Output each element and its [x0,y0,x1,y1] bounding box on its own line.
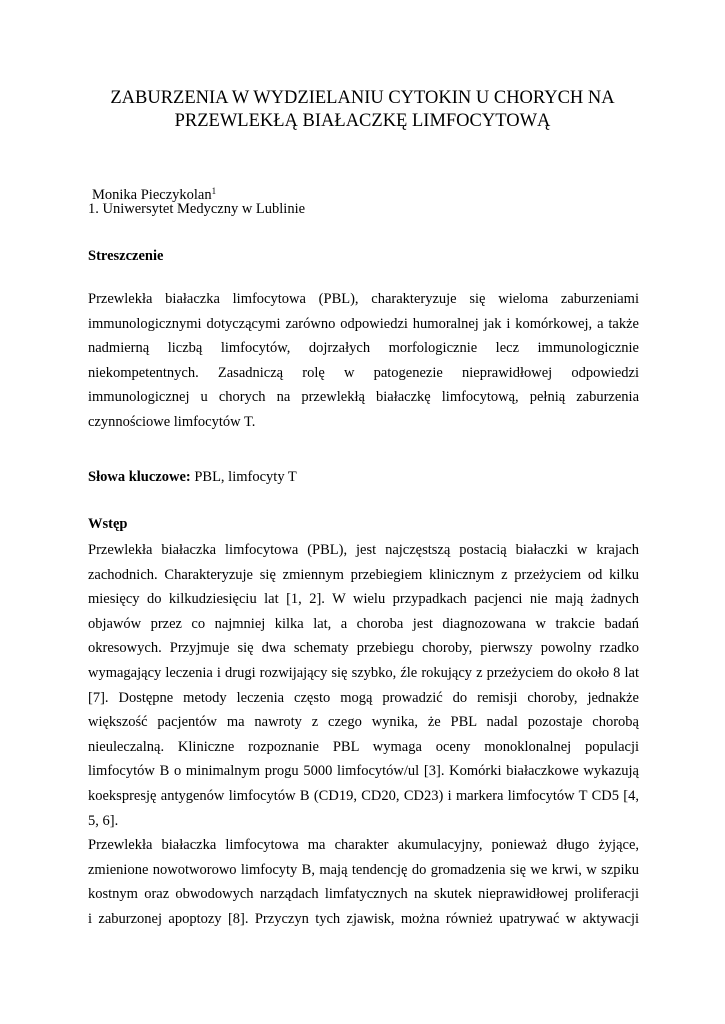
intro-line: limfocytów B o minimalnym progu 5000 limfocytów/ul [3]. Komórki białaczkowe wykazują [88,763,639,780]
title-line-1: ZABURZENIA W WYDZIELANIU CYTOKIN U CHORYCH NA [110,88,615,108]
affiliation: 1. Uniwersytet Medyczny w Lublinie [88,201,306,217]
intro-paragraph-2 [88,833,639,931]
intro-line: większość pacjentów ma nawroty z czego wynika, że PBL nadal pozostaje chorobą [88,714,639,731]
abstract-line: immunologicznymi dotyczącymi zarówno odpowiedzi humoralnej jak i komórkowej, a także [88,315,639,332]
intro-line: Przewlekła białaczka limfocytowa ma charakter akumulacyjny, ponieważ długo żyjące, [88,837,639,853]
intro-line: zmienione nowotworowo limfocyty B, mają tendencję do gromadzenia się we krwi, w szpiku [88,861,639,878]
title-line-2: PRZEWLEKŁĄ BIAŁACZKĘ LIMFOCYTOWĄ [174,111,551,131]
intro-line: objawów przez co najmniej kilka lat, a choroba jest diagnozowana w trakcie badań [88,615,639,632]
intro-paragraph-1 [88,538,639,833]
intro-line: 5, 6]. [88,812,119,829]
intro-line: zachodnich. Charakteryzuje się zmiennym przebiegiem klinicznym z przeżyciem od kilku [88,566,639,583]
intro-line: miesięcy do kilkudziesięciu lat [1, 2]. W wielu przypadkach pacjenci nie mają żadnych [88,591,639,608]
abstract-heading: Streszczenie [88,248,164,264]
page-title [60,87,665,133]
abstract-line: niekompetentnych. Zasadniczą rolę w patogenezie nieprawidłowej odpowiedzi [88,364,639,381]
intro-line: nieuleczalną. Kliniczne rozpoznanie PBL wymaga oceny monoklonalnej populacji [88,738,639,755]
keywords-label: Słowa kluczowe: [88,469,191,485]
abstract-line: Przewlekła białaczka limfocytowa (PBL), charakteryzuje się wieloma zaburzeniami [88,291,639,307]
intro-line: okresowych. Przyjmuje się dwa schematy przebiegu choroby, pierwszy powolny rzadko [88,640,639,657]
abstract-paragraph [88,287,639,435]
keywords-value: PBL, limfocyty T [190,469,297,485]
abstract-line: nadmierną liczbą limfocytów, dojrzałych morfologicznie lecz immunologicznie [88,340,639,357]
intro-line: [7]. Dostępne metody leczenia często mogą prowadzić do remisji choroby, jednakże [88,689,639,706]
intro-heading: Wstęp [88,516,128,532]
keywords [88,467,297,487]
intro-line: Przewlekła białaczka limfocytowa (PBL), jest najczęstszą postacią białaczki w krajach [88,542,639,558]
abstract-line: immunologicznej u chorych na przewlekłą białaczkę limfocytową, pełnią zaburzenia [88,389,639,406]
intro-line: kostnym oraz obwodowych narządach limfatycznych na skutek nieprawidłowej proliferacji [88,886,639,903]
intro-line: koekspresję antygenów limfocytów B (CD19, CD20, CD23) i markera limfocytów T CD5 [4, [88,787,639,804]
intro-line: wymagający leczenia i drugi rozwijający się szybko, źle rokujący z przeżyciem do około 8 lat [88,664,639,681]
author-affiliation-marker: 1 [211,186,217,196]
abstract-line: czynnościowe limfocytów T. [88,413,256,430]
intro-line: i zaburzonej apoptozy [8]. Przyczyn tych zjawisk, można również upatrywać w aktywacji [88,910,639,927]
author-name: Monika Pieczykolan [92,187,212,203]
